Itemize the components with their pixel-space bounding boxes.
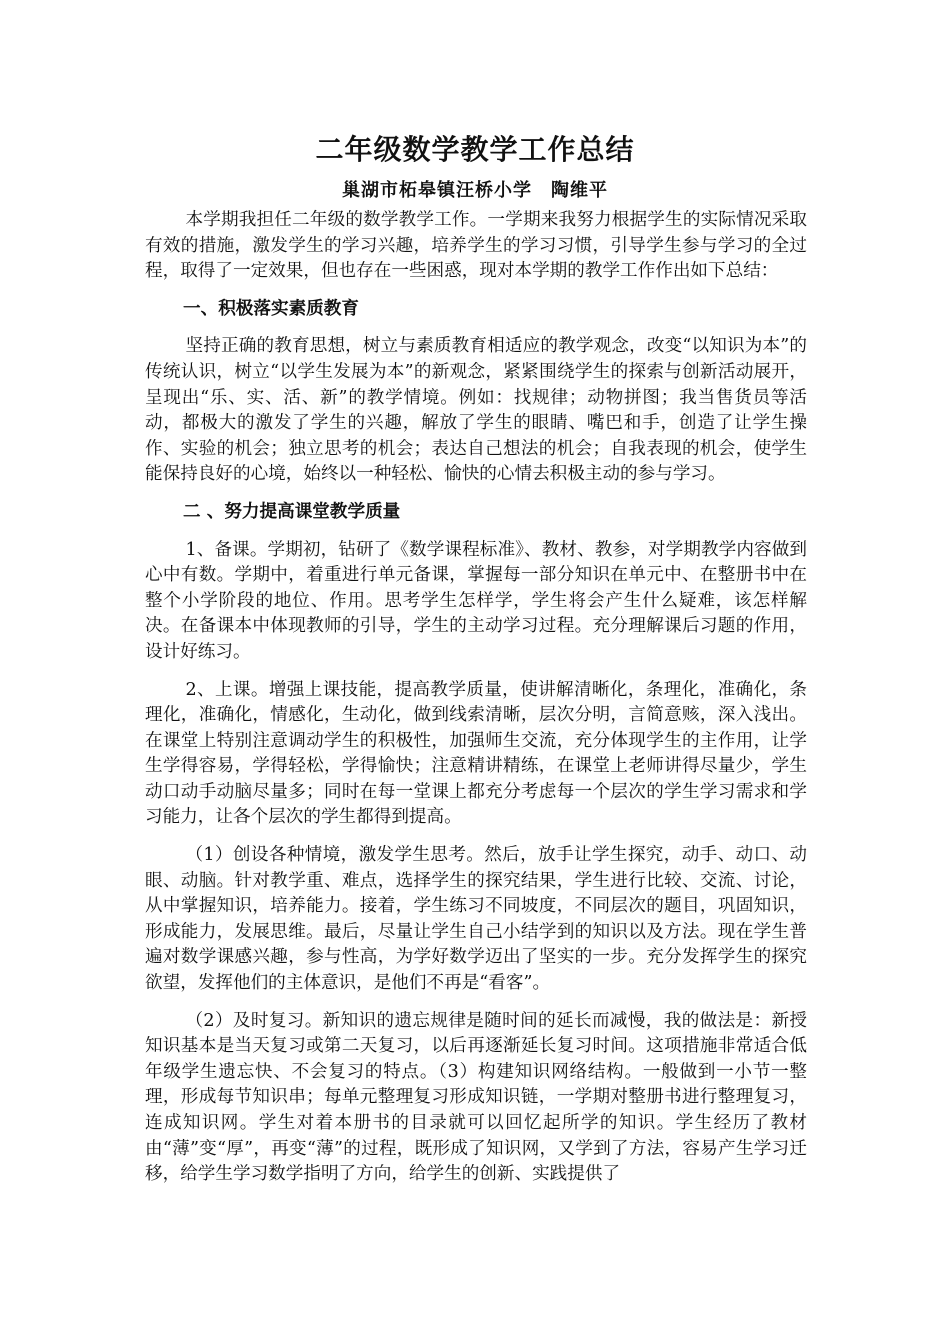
author-line: 巢湖市柘皋镇汪桥小学 陶维平 — [342, 180, 608, 201]
situations-paragraph: （1）创设各种情境，激发学生思考。然后，放手让学生探究，动手、动口、动眼、动脑。针对教学重、难点，选择学生的探究结果，学生进行比较、交流、讨论，从中掌握知识，培养能力。接着，学生练习不同坡度，不同层次的题目，巩固知识，形成能力，发展思维。最后，尽量让学生自己小结学到的知识以及方法。现在学生普遍对数学课感兴趣，参与性高，为学好数学迈出了坚实的一步。充分发挥学生的探究欲望，发挥他们的主体意识，是他们不再是“看客”。 — [145, 845, 807, 994]
section-1-heading: 一、积极落实素质教育 — [183, 298, 359, 319]
lesson-prep-paragraph: 1、备课。学期初，钻研了《数学课程标准》、教材、教参，对学期教学内容做到心中有数。学期中，着重进行单元备课，掌握每一部分知识在单元中、在整册书中在整个小学阶段的地位、作用。思考学生怎样学，学生将会产生什么疑难，该怎样解决。在备课本中体现教师的引导，学生的主动学习过程。充分理解课后习题的作用，设计好练习。 — [145, 539, 807, 662]
section-2-heading: 二 、努力提高课堂教学质量 — [183, 501, 401, 522]
review-paragraph: （2）及时复习。新知识的遗忘规律是随时间的延长而减慢，我的做法是：新授知识基本是当天复习或第二天复习，以后再逐渐延长复习时间。这项措施非常适合低年级学生遗忘快、不会复习的特点。（3）构建知识网络结构。一般做到一小节一整理，形成每节知识串；每单元整理复习形成知识链，一学期对整册书进行整理复习，连成知识网。学生对着本册书的目录就可以回忆起所学的知识。学生经历了教材由“薄”变“厚”，再变“薄”的过程，既形成了知识网，又学到了方法，容易产生学习迁移，给学生学习数学指明了方向，给学生的创新、实践提供了 — [145, 1010, 807, 1185]
class-teaching-paragraph: 2、上课。增强上课技能，提高教学质量，使讲解清晰化，条理化，准确化，条理化，准确化，情感化，生动化，做到线索清晰，层次分明，言简意赅，深入浅出。在课堂上特别注意调动学生的积极性，加强师生交流，充分体现学生的主作用，让学生学得容易，学得轻松，学得愉快；注意精讲精练，在课堂上老师讲得尽量少，学生动口动手动脑尽量多；同时在每一堂课上都充分考虑每一个层次的学生学习需求和学习能力，让各个层次的学生都得到提高。 — [145, 679, 807, 828]
document-body — [145, 208, 807, 1188]
intro-paragraph: 本学期我担任二年级的数学教学工作。一学期来我努力根据学生的实际情况采取有效的措施，激发学生的学习兴趣，培养学生的学习习惯，引导学生参与学习的全过程，取得了一定效果，但也存在一些困惑，现对本学期的教学工作作出如下总结： — [145, 210, 807, 282]
section-1-paragraph: 坚持正确的教育思想，树立与素质教育相适应的教学观念，改变“以知识为本”的传统认识，树立“以学生发展为本”的新观念，紧紧围绕学生的探索与创新活动展开，呈现出“乐、实、活、新”的教学情境。例如：找规律；动物拼图；我当售货员等活动，都极大的激发了学生的兴趣，解放了学生的眼睛、嘴巴和手，创造了让学生操作、实验的机会；独立思考的机会；表达自己想法的机会；自我表现的机会，使学生能保持良好的心境，始终以一种轻松、愉快的心情去积极主动的参与学习。 — [145, 336, 807, 485]
document-title: 二年级数学教学工作总结 — [315, 133, 635, 166]
